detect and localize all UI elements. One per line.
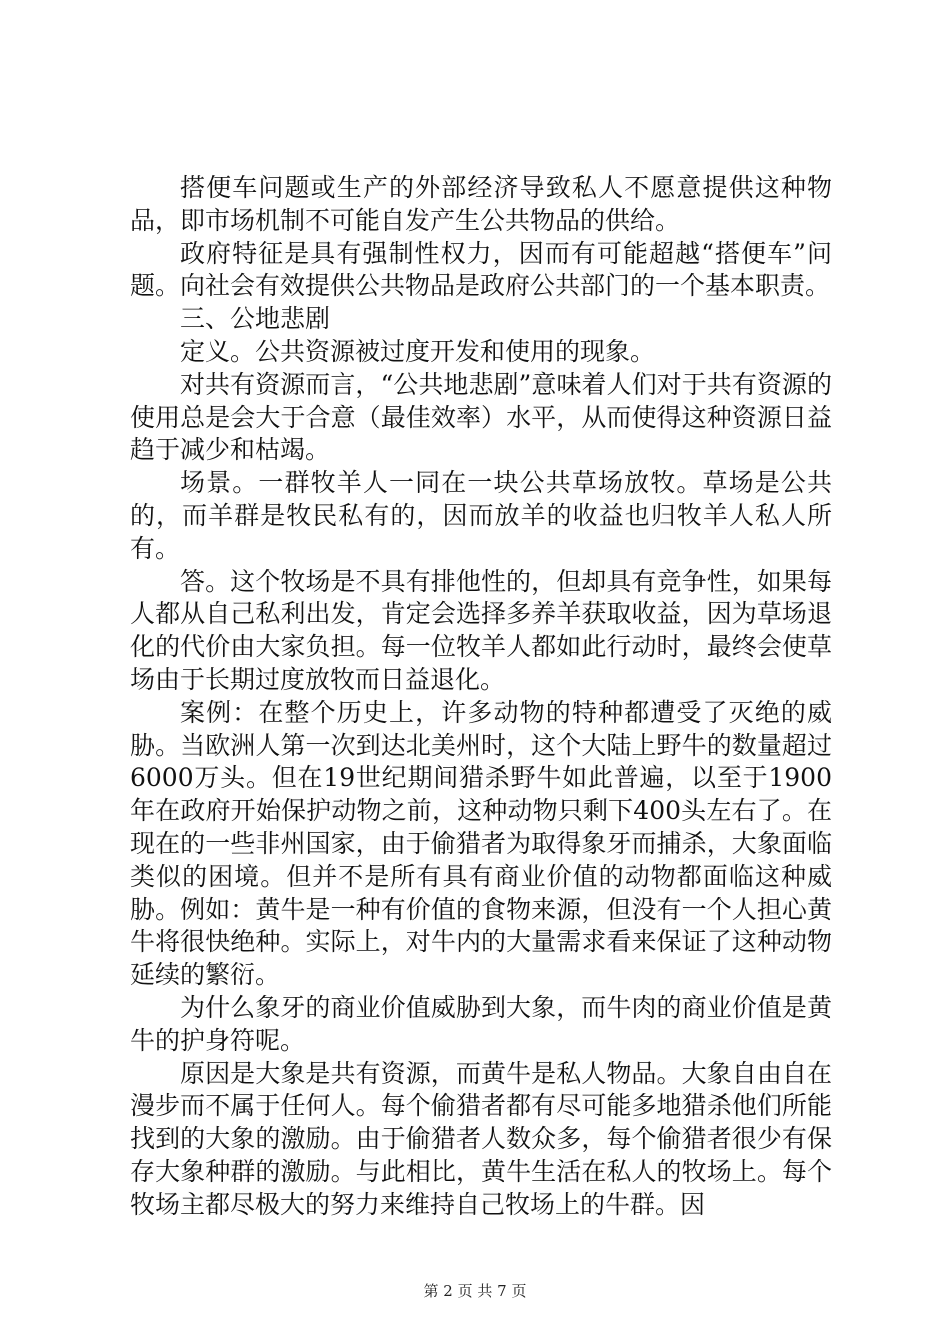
section-heading-tragedy-of-commons: 三、公地悲剧 bbox=[180, 304, 331, 334]
paragraph-definition: 定义。公共资源被过度开发和使用的现象。 bbox=[180, 336, 656, 366]
page-number-footer: 第 2 页 共 7 页 bbox=[423, 1282, 527, 1300]
paragraph-question: 为什么象牙的商业价值威胁到大象，而牛肉的商业价值是黄牛的护身符呢。 bbox=[130, 992, 832, 1055]
document-body bbox=[130, 172, 832, 1222]
paragraph-common-resources: 对共有资源而言，“公共地悲剧”意味着人们对于共有资源的使用总是会大于合意（最佳效率）水平，从而使得这种资源日益趋于减少和枯竭。 bbox=[130, 369, 832, 465]
paragraph-scenario: 场景。一群牧羊人一同在一块公共草场放牧。草场是公共的，而羊群是牧民私有的，因而放羊的收益也归牧羊人私人所有。 bbox=[130, 468, 832, 563]
paragraph-government: 政府特征是具有强制性权力，因而有可能超越“搭便车”问题。向社会有效提供公共物品是政府公共部门的一个基本职责。 bbox=[130, 238, 832, 301]
paragraph-reason: 原因是大象是共有资源，而黄牛是私人物品。大象自由自在漫步而不属于任何人。每个偷猎者都有尽可能多地猎杀他们所能找到的大象的激励。由于偷猎者人数众多，每个偷猎者很少有保存大象种群的激励。与此相比，黄牛生活在私人的牧场上。每个牧场主都尽极大的努力来维持自己牧场上的牛群。因 bbox=[130, 1058, 832, 1219]
paragraph-free-rider: 搭便车问题或生产的外部经济导致私人不愿意提供这种物品，即市场机制不可能自发产生公共物品的供给。 bbox=[130, 173, 832, 235]
paragraph-case: 案例：在整个历史上，许多动物的特种都遭受了灭绝的威胁。当欧洲人第一次到达北美州时，这个大陆上野牛的数量超过6000万头。但在19世纪期间猎杀野牛如此普遍，以至于1900年在政府开始保护动物之前，这种动物只剩下400头左右了。在现在的一些非州国家，由于偷猎者为取得象牙而捕杀，大象面临类似的困境。但并不是所有具有商业价值的动物都面临这种威胁。例如：黄牛是一种有价值的食物来源，但没有一个人担心黄牛将很快绝种。实际上，对牛内的大量需求看来保证了这种动物延续的繁衍。 bbox=[130, 697, 832, 990]
paragraph-answer: 答。这个牧场是不具有排他性的，但却具有竞争性，如果每人都从自己私利出发，肯定会选择多养羊获取收益，因为草场退化的代价由大家负担。每一位牧羊人都如此行动时，最终会使草场由于长期过度放牧而日益退化。 bbox=[130, 566, 832, 694]
